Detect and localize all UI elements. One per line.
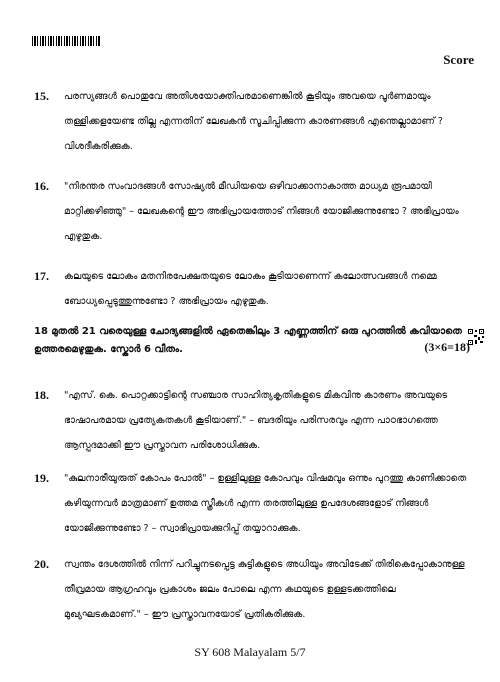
marks-allocation: (3×6=18) (424, 340, 470, 354)
score-label: Score (443, 52, 474, 67)
page-footer: SY 608 Malayalam 5/7 (194, 645, 306, 659)
question-text: സ്വന്തം ദേശത്തിൽ നിന്ന് പറിച്ചുനടപ്പെട്ട കുട്ടികളുടെ അധിയും അവിടേക്ക് തിരികെപ്പോകാനുള്ള തീവ്രമായ ആഗ്രഹവും പ്രകാശം ജലം പോലെ എന്ന കഥയുടെ ഉള്ളടക്കത്തിലെ മുഖ്യഘടകമാണ്." – ഈ പ്രസ്താവനയോട് പ്രതികരിക്കുക. (64, 559, 465, 620)
barcode-image (32, 36, 100, 46)
question-18 (34, 383, 470, 458)
question-text: "കുലനാരീയുരുത് കോപം പോൽ" – ഉള്ളിലുള്ള കോപവും വിഷമവും ഒന്നും പുറത്തു കാണിക്കാതെ കഴിയുന്നവർ മാത്രമാണ് ഉത്തമ സ്ത്രീകൾ എന്ന തരത്തിലുള്ള ഉപദേശങ്ങളോട് നിങ്ങൾ യോജിക്കുന്നുണ്ടോ ? – സ്വാഭിപ്രായക്കുറിപ്പ് തയ്യാറാക്കുക. (64, 473, 467, 534)
question-number: 17. (34, 269, 49, 283)
question-text: കലയുടെ ലോകം മതനിരപേക്ഷതയുടെ ലോകം കൂടിയാണെന്ന് കലോത്സവങ്ങൾ നമ്മെ ബോധ്യപ്പെടുത്തുന്നുണ്ടോ ? അഭിപ്രായം എഴുതുക. (64, 271, 437, 307)
question-16 (34, 174, 470, 249)
question-17 (34, 264, 470, 314)
question-number: 16. (34, 179, 49, 193)
question-number: 20. (34, 557, 49, 571)
question-text: "എസ്. കെ. പൊറ്റക്കാട്ടിന്റെ സഞ്ചാര സാഹിത്യകൃതികളുടെ മികവിനു കാരണം അവയുടെ ഭാഷാപരമായ പ്രത്യേകതകൾ കൂടിയാണ്." – ബദരിയും പരിസരവും എന്ന പാഠഭാഗത്തെ ആസ്പദമാക്കി ഈ പ്രസ്താവന പരിശോധിക്കുക. (64, 390, 448, 451)
question-15 (34, 84, 470, 159)
question-number: 15. (34, 89, 49, 103)
question-text: പരസ്യങ്ങൾ പൊതുവേ അതിശയോക്തിപരമാണെങ്കിൽ കൂടിയും അവയെ പൂർണമായും തള്ളിക്കളയേണ്ട തില്ല എന്നതിന് ലേഖകൻ സൂചിപ്പിക്കുന്ന കാരണങ്ങൾ എന്തെല്ലാമാണ് ? വിശദീകരിക്കുക. (64, 91, 443, 152)
question-text: "നിരന്തര സംവാദങ്ങൾ സോഷ്യൽ മീഡിയയെ ഒഴിവാക്കാനാകാത്ത മാധ്യമ രൂപമായി മാറ്റിക്കഴിഞ്ഞു" – ലേഖകന്റെ ഈ അഭിപ്രായത്തോട് നിങ്ങൾ യോജിക്കുന്നുണ്ടോ ? അഭിപ്രായം എഴുതുക. (64, 181, 459, 242)
section-instruction: 18 മുതൽ 21 വരെയുള്ള ചോദ്യങ്ങളിൽ ഏതെങ്കിലും 3 എണ്ണത്തിന് ഒരു പുറത്തിൽ കവിയാതെ ഉത്തരമെഴുതുക. സ്കോർ 6 വീതം. (34, 326, 462, 355)
question-number: 18. (34, 388, 49, 402)
question-19 (34, 466, 470, 541)
question-20 (34, 552, 470, 627)
question-number: 19. (34, 471, 49, 485)
